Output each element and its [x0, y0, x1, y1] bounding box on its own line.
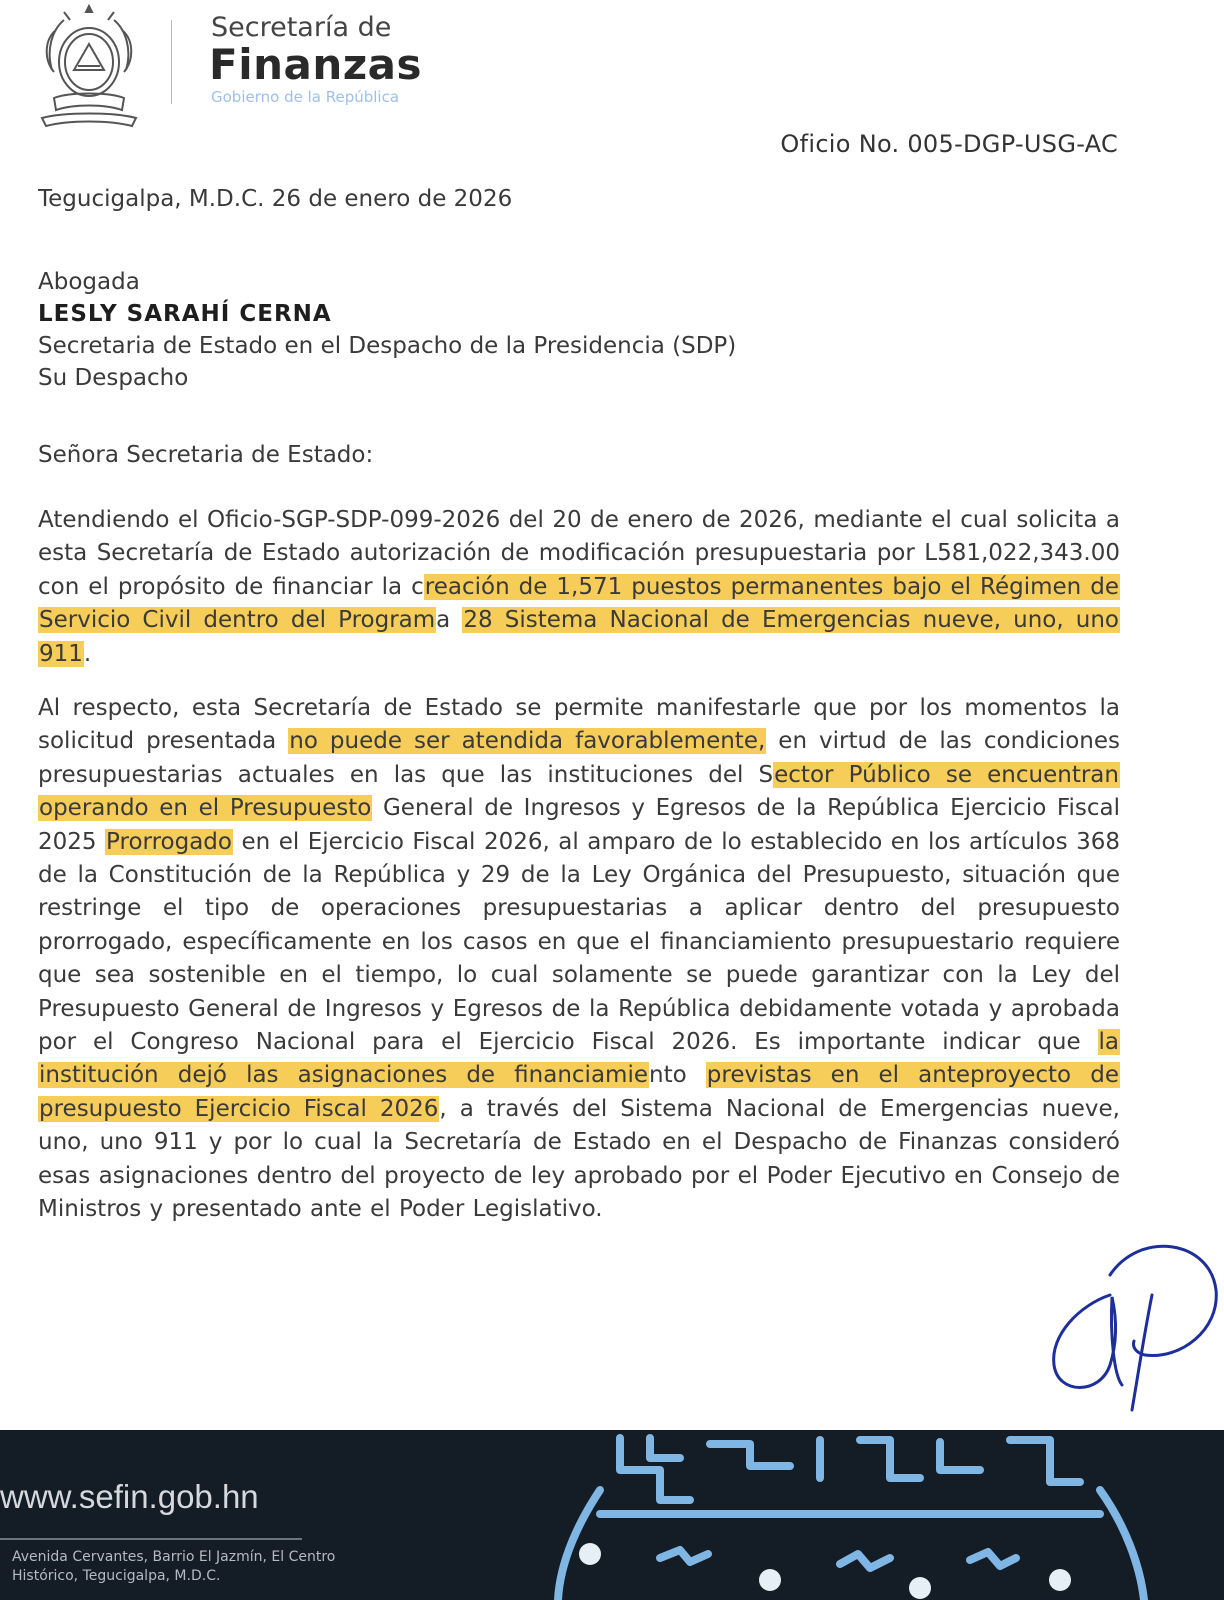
p2-highlight-3: Prorrogado: [106, 828, 232, 855]
p2-text-i: nto: [649, 1062, 706, 1089]
footer-rule: [0, 1538, 302, 1540]
brand-top-text: Secretaría de: [211, 12, 392, 43]
handwritten-initials-signature: [1040, 1235, 1220, 1415]
website-link[interactable]: www.sefin.gob.hn: [0, 1478, 259, 1515]
recipient-name: LESLY SARAHÍ CERNA: [38, 301, 332, 327]
footer-band: [0, 1430, 1224, 1600]
brand-subtitle: Gobierno de la República: [211, 88, 400, 106]
p2-text-e: General de Ingresos y Egresos de la República Ejercicio Fiscal 2025: [38, 795, 1120, 855]
p2-highlight-1: no puede ser atendida favorablemente,: [289, 728, 766, 755]
p1-text-c: a: [436, 607, 463, 634]
p1-highlight-1: reación de 1,571 puestos permanentes bajo el Régimen de Servicio Civil dentro del Program: [39, 573, 1119, 634]
letter-date: Tegucigalpa, M.D.C. 26 de enero de 2026: [38, 186, 513, 212]
footer-address: [12, 1548, 335, 1586]
header-divider: [171, 20, 172, 104]
coat-of-arms-emblem-icon: [34, 0, 144, 134]
brand-main-text: Finanzas: [209, 40, 423, 89]
salutation: Señora Secretaria de Estado:: [38, 442, 374, 468]
p2-text-g: en el Ejercicio Fiscal 2026, al amparo de lo establecido en los artículos 368 de la Constitución de la República y 29 de la Ley Orgánica del Presupuesto, situación que restringe el tipo de operaciones presupuestarias a aplicar dentro del presupuesto prorrogado, específicamente en los casos en que el financiamiento presupuestario requiere que sea sostenible en el tiempo, lo cual solamente se puede garantizar con la Ley del Presupuesto General de Ingresos y Egresos de la República debidamente votada y aprobada por el Congreso Nacional para el Ejercicio Fiscal 2026. Es importante indicar que: [38, 828, 1120, 1056]
recipient-block: [38, 266, 736, 394]
p2-highlight-4: la institución dejó las asignaciones de financiamie: [39, 1029, 1119, 1089]
address-line-2: Histórico, Tegucigalpa, M.D.C.: [12, 1568, 221, 1584]
recipient-position: Secretaria de Estado en el Despacho de la Presidencia (SDP): [38, 333, 737, 359]
p2-highlight-2: ector Público se encuentran operando en el Presupuesto: [39, 761, 1119, 822]
paragraph-response: [38, 692, 1120, 1227]
p2-text-a: Al respecto, esta Secretaría de Estado se permite manifestarle que por los momentos la solicitud presentada: [38, 695, 1120, 755]
paragraph-request: [38, 504, 1120, 671]
decorative-pottery-pattern-icon: [540, 1430, 1224, 1600]
p2-highlight-5: previstas en el anteproyecto de presupuesto Ejercicio Fiscal 2026: [39, 1062, 1119, 1122]
p1-text-e: .: [83, 640, 92, 667]
oficio-number: Oficio No. 005-DGP-USG-AC: [780, 130, 1118, 158]
address-line-1: Avenida Cervantes, Barrio El Jazmín, El Centro: [12, 1549, 336, 1565]
p1-highlight-2: 28 Sistema Nacional de Emergencias nueve, uno, uno 911: [39, 607, 1120, 667]
recipient-title: Abogada: [38, 269, 140, 295]
p2-text-k: , a través del Sistema Nacional de Emergencias nueve, uno, uno 911 y por lo cual la Secretaría de Estado en el Despacho de Finanzas consideró esas asignaciones dentro del proyecto de ley aprobado por el Poder Ejecutivo en Consejo de Ministros y presentado ante el Poder Legislativo.: [38, 1095, 1120, 1223]
recipient-office: Su Despacho: [38, 365, 189, 391]
p2-text-c: en virtud de las condiciones presupuestarias actuales en las que las instituciones del S: [38, 728, 1120, 788]
p1-text-a: Atendiendo el Oficio-SGP-SDP-099-2026 del 20 de enero de 2026, mediante el cual solicita a esta Secretaría de Estado autorización de modificación presupuestaria por L581,022,343.00 con el propósito de financiar la c: [38, 507, 1120, 600]
